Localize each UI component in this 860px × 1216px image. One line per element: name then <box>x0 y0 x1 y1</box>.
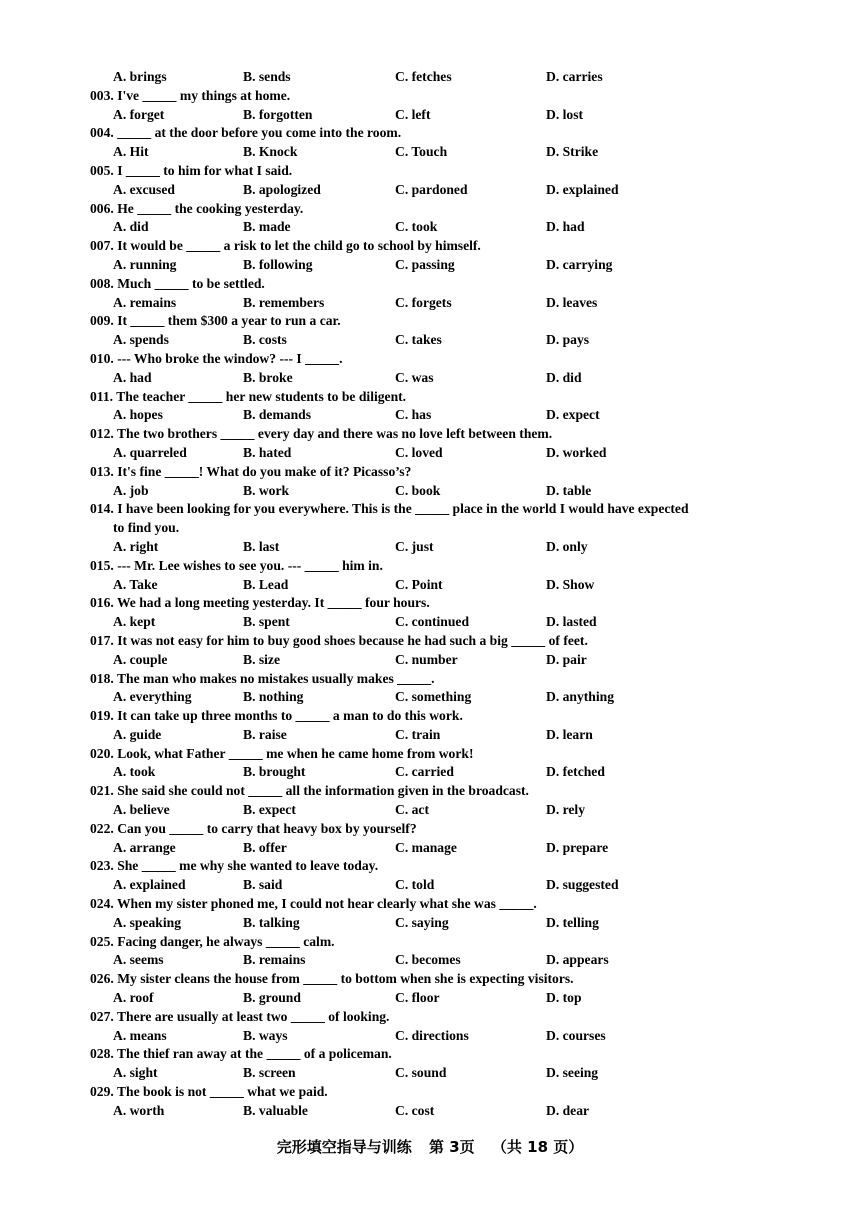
option-a: A. running <box>113 256 177 272</box>
option-d: D. table <box>546 482 592 498</box>
option-b: B. made <box>243 219 291 235</box>
option-a: A. brings <box>113 69 167 84</box>
option-a: A. couple <box>113 651 168 667</box>
option-c: C. just <box>395 538 434 554</box>
options-row <box>90 576 780 595</box>
option-a: A. arrange <box>113 839 176 855</box>
option-b: B. talking <box>243 914 300 930</box>
option-c: C. takes <box>395 332 442 348</box>
option-b: B. work <box>243 482 290 498</box>
option-b: B. valuable <box>243 1102 308 1118</box>
options-row <box>90 181 780 200</box>
options-row <box>90 294 780 313</box>
option-b: B. ground <box>243 990 301 1006</box>
options-row <box>90 143 780 162</box>
options-row <box>90 1027 780 1046</box>
question-text: 008. Much _____ to be settled. <box>90 275 265 291</box>
option-b: B. Lead <box>243 576 289 592</box>
footer-total-pages: （共 18 页） <box>491 1138 584 1156</box>
option-d: D. learn <box>546 726 593 742</box>
option-c: C. left <box>395 106 431 122</box>
option-a: A. explained <box>113 877 186 893</box>
option-b: B. forgotten <box>243 106 313 122</box>
question-list <box>90 68 780 1121</box>
option-a: A. believe <box>113 802 170 818</box>
question-text: 005. I _____ to him for what I said. <box>90 162 293 178</box>
option-a: A. Hit <box>113 144 149 160</box>
question-text: 013. It's fine _____! What do you make of it? Picasso’s? <box>90 463 412 479</box>
option-b: B. sends <box>243 69 291 84</box>
question-text: 026. My sister cleans the house from _____ to bottom when she is expecting visitors. <box>90 971 574 987</box>
option-b: B. demands <box>243 407 311 423</box>
option-c: C. train <box>395 726 441 742</box>
option-a: A. kept <box>113 614 156 630</box>
options-row <box>90 989 780 1008</box>
option-a: A. did <box>113 219 149 235</box>
option-d: D. top <box>546 990 582 1006</box>
question-text: 014. I have been looking for you everywhere. This is the _____ place in the world I would have expected <box>90 501 689 517</box>
footer-page-number: 第 3页 <box>429 1138 475 1156</box>
options-row <box>90 538 780 557</box>
option-d: D. appears <box>546 952 609 968</box>
options-row <box>90 256 780 275</box>
question-text: 017. It was not easy for him to buy good shoes because he had such a big _____ of feet. <box>90 632 588 648</box>
option-b: B. hated <box>243 444 292 460</box>
question-text: 019. It can take up three months to _____ a man to do this work. <box>90 708 463 724</box>
option-d: D. Show <box>546 576 595 592</box>
option-b: B. size <box>243 651 280 667</box>
option-b: B. remembers <box>243 294 325 310</box>
option-a: A. right <box>113 538 159 554</box>
question-text: 003. I've _____ my things at home. <box>90 87 291 103</box>
option-d: D. expect <box>546 407 600 423</box>
option-c: C. has <box>395 407 432 423</box>
question-text: 004. _____ at the door before you come into the room. <box>90 125 402 141</box>
options-row <box>90 613 780 632</box>
option-d: D. pair <box>546 651 587 667</box>
question-text: 021. She said she could not _____ all the information given in the broadcast. <box>90 783 529 799</box>
question-text: 012. The two brothers _____ every day and there was no love left between them. <box>90 426 553 442</box>
option-c: C. was <box>395 369 434 385</box>
question-text: 009. It _____ them $300 a year to run a car. <box>90 313 341 329</box>
question-text: 010. --- Who broke the window? --- I _____. <box>90 350 343 366</box>
page-footer <box>0 1136 860 1157</box>
question-text: 022. Can you _____ to carry that heavy box by yourself? <box>90 820 417 836</box>
option-b: B. expect <box>243 802 296 818</box>
question-text: 007. It would be _____ a risk to let the child go to school by himself. <box>90 238 481 254</box>
option-c: C. cost <box>395 1102 435 1118</box>
option-d: D. pays <box>546 332 590 348</box>
option-c: C. passing <box>395 256 455 272</box>
option-d: D. rely <box>546 802 586 818</box>
option-d: D. worked <box>546 444 607 460</box>
option-d: D. dear <box>546 1102 590 1118</box>
question-text: 006. He _____ the cooking yesterday. <box>90 200 304 216</box>
option-b: B. spent <box>243 614 290 630</box>
option-b: B. screen <box>243 1065 296 1081</box>
option-b: B. broke <box>243 369 293 385</box>
option-c: C. manage <box>395 839 457 855</box>
option-a: A. took <box>113 764 156 780</box>
option-d: D. had <box>546 219 585 235</box>
option-a: A. roof <box>113 990 154 1006</box>
option-c: C. saying <box>395 914 449 930</box>
option-c: C. forgets <box>395 294 452 310</box>
option-b: B. costs <box>243 332 287 348</box>
option-a: A. Take <box>113 576 158 592</box>
option-a: A. hopes <box>113 407 163 423</box>
option-c: C. sound <box>395 1065 447 1081</box>
option-c: C. number <box>395 651 458 667</box>
option-b: B. ways <box>243 1027 288 1043</box>
option-d: D. explained <box>546 181 619 197</box>
question-text: 023. She _____ me why she wanted to leave today. <box>90 858 379 874</box>
option-c: C. continued <box>395 614 470 630</box>
option-d: D. courses <box>546 1027 606 1043</box>
option-d: D. Strike <box>546 144 599 160</box>
option-c: C. book <box>395 482 441 498</box>
option-b: B. raise <box>243 726 287 742</box>
question-text: 020. Look, what Father _____ me when he came home from work! <box>90 745 474 761</box>
option-c: C. fetches <box>395 69 452 84</box>
question-text: 018. The man who makes no mistakes usually makes _____. <box>90 670 435 686</box>
option-a: A. quarreled <box>113 444 187 460</box>
option-b: B. brought <box>243 764 306 780</box>
footer-title: 完形填空指导与训练 <box>276 1138 412 1156</box>
options-row <box>90 839 780 858</box>
option-d: D. telling <box>546 914 599 930</box>
options-row <box>90 763 780 782</box>
options-row <box>90 914 780 933</box>
option-b: B. following <box>243 256 313 272</box>
option-b: B. last <box>243 538 280 554</box>
option-a: A. had <box>113 369 152 385</box>
options-row <box>90 68 780 87</box>
option-d: D. carrying <box>546 256 613 272</box>
option-c: C. something <box>395 689 472 705</box>
options-row <box>90 331 780 350</box>
option-c: C. floor <box>395 990 440 1006</box>
option-d: D. leaves <box>546 294 598 310</box>
option-c: C. act <box>395 802 429 818</box>
options-row <box>90 688 780 707</box>
option-a: A. guide <box>113 726 162 742</box>
options-row <box>90 406 780 425</box>
option-c: C. told <box>395 877 435 893</box>
option-a: A. means <box>113 1027 167 1043</box>
question-text: 028. The thief ran away at the _____ of a policeman. <box>90 1046 392 1062</box>
options-row <box>90 1102 780 1121</box>
option-d: D. did <box>546 369 582 385</box>
options-row <box>90 444 780 463</box>
option-d: D. only <box>546 538 588 554</box>
options-row <box>90 106 780 125</box>
option-b: B. offer <box>243 839 287 855</box>
option-d: D. seeing <box>546 1065 599 1081</box>
option-b: B. said <box>243 877 283 893</box>
options-row <box>90 726 780 745</box>
option-a: A. sight <box>113 1065 158 1081</box>
option-a: A. seems <box>113 952 164 968</box>
option-d: D. anything <box>546 689 614 705</box>
options-row <box>90 876 780 895</box>
option-d: D. carries <box>546 69 603 84</box>
question-text: 011. The teacher _____ her new students to be diligent. <box>90 388 407 404</box>
question-text: 016. We had a long meeting yesterday. It _____ four hours. <box>90 595 430 611</box>
options-row <box>90 218 780 237</box>
option-c: C. took <box>395 219 438 235</box>
option-a: A. everything <box>113 689 192 705</box>
question-text: 029. The book is not _____ what we paid. <box>90 1084 328 1100</box>
options-row <box>90 801 780 820</box>
option-c: C. loved <box>395 444 443 460</box>
options-row <box>90 369 780 388</box>
question-continuation: to find you. <box>113 520 180 536</box>
question-text: 024. When my sister phoned me, I could not hear clearly what she was _____. <box>90 896 537 912</box>
option-a: A. forget <box>113 106 165 122</box>
option-b: B. apologized <box>243 181 321 197</box>
option-c: C. Point <box>395 576 443 592</box>
option-a: A. worth <box>113 1102 165 1118</box>
question-text: 015. --- Mr. Lee wishes to see you. --- _____ him in. <box>90 557 383 573</box>
option-a: A. job <box>113 482 149 498</box>
option-d: D. lasted <box>546 614 597 630</box>
option-d: D. suggested <box>546 877 619 893</box>
options-row <box>90 482 780 501</box>
option-c: C. carried <box>395 764 454 780</box>
options-row <box>90 951 780 970</box>
option-d: D. prepare <box>546 839 609 855</box>
question-text: 025. Facing danger, he always _____ calm. <box>90 933 335 949</box>
option-c: C. becomes <box>395 952 461 968</box>
option-a: A. spends <box>113 332 169 348</box>
options-row <box>90 651 780 670</box>
option-c: C. Touch <box>395 144 448 160</box>
option-d: D. fetched <box>546 764 605 780</box>
option-c: C. directions <box>395 1027 469 1043</box>
option-b: B. nothing <box>243 689 304 705</box>
question-text: 027. There are usually at least two _____ of looking. <box>90 1008 390 1024</box>
option-a: A. remains <box>113 294 177 310</box>
option-d: D. lost <box>546 106 584 122</box>
option-a: A. excused <box>113 181 175 197</box>
options-row <box>90 1064 780 1083</box>
option-b: B. remains <box>243 952 306 968</box>
option-a: A. speaking <box>113 914 181 930</box>
option-c: C. pardoned <box>395 181 468 197</box>
option-b: B. Knock <box>243 144 298 160</box>
